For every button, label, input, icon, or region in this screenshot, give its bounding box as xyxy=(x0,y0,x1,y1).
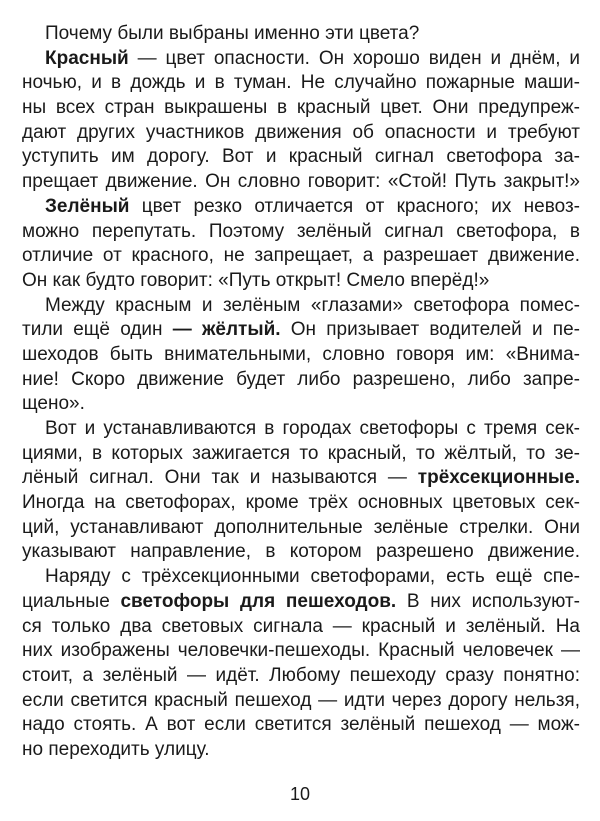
text-span: тили ещё один xyxy=(22,319,173,341)
text-line xyxy=(22,343,580,368)
text-span: В них используют- xyxy=(396,590,580,612)
text-line xyxy=(22,22,580,47)
text-line xyxy=(22,244,580,269)
text-span: цвет резко отличается от красного; их невоз- xyxy=(129,195,580,217)
text-span: ние! Скоро движение будет либо разрешено, либо запре- xyxy=(22,368,580,390)
text-span: Вот и устанавливаются в городах светофоры с тремя сек- xyxy=(45,418,580,439)
text-span: Иногда на светофорах, кроме трёх основных цветовых сек- xyxy=(22,492,580,514)
text-line xyxy=(22,689,580,714)
page-number: 10 xyxy=(289,784,311,804)
text-span: циальные xyxy=(22,590,121,612)
text-line xyxy=(22,121,580,146)
bold-term: светофоры для пешеходов. xyxy=(120,590,397,612)
bold-term: Зелёный xyxy=(45,195,130,217)
text-span: — цвет опасности. Он хорошо виден и днём, и xyxy=(128,47,580,69)
text-line xyxy=(22,615,580,640)
text-span: можно перепутать. Поэтому зелёный сигнал светофора, в xyxy=(22,220,580,242)
text-line xyxy=(22,170,580,195)
text-line xyxy=(22,565,580,590)
text-line xyxy=(22,220,580,245)
bold-term: трёхсекционные. xyxy=(417,467,580,489)
text-line xyxy=(22,590,580,615)
text-span: них изображены человечки-пешеходы. Красный человечек — xyxy=(22,640,580,662)
text-line xyxy=(22,516,580,541)
text-span: циями, в которых зажигается то красный, то жёлтый, то зе- xyxy=(22,442,580,464)
text-span: ны всех стран выкрашены в красный цвет. Они предупреж- xyxy=(22,97,580,119)
text-span: уступить им дорогу. Вот и красный сигнал светофора за- xyxy=(22,146,580,168)
text-span: лёный сигнал. Они так и называются — xyxy=(22,467,418,489)
text-line xyxy=(22,540,580,565)
text-line xyxy=(22,269,580,294)
text-span: Он призывает водителей и пе- xyxy=(280,319,580,341)
text-line xyxy=(22,738,580,763)
text-line xyxy=(22,664,580,689)
text-span: стоит, а зелёный — идёт. Любому пешеходу сразу понятно: xyxy=(22,664,580,686)
text-span: отличие от красного, не запрещает, а разрешает движение. xyxy=(22,245,580,267)
text-line xyxy=(22,466,580,491)
text-line xyxy=(22,195,580,220)
text-line xyxy=(22,713,580,738)
text-span: указывают направление, в котором разрешено движение. xyxy=(22,541,580,563)
body-text xyxy=(22,22,580,763)
text-line xyxy=(22,491,580,516)
text-line xyxy=(22,368,580,393)
text-span: Он как будто говорит: «Путь открыт! Смело вперёд!» xyxy=(22,269,490,291)
text-span: ночью, и в дождь и в туман. Не случайно пожарные маши- xyxy=(22,72,580,94)
text-span: ций, устанавливают дополнительные зелёные стрелки. Они xyxy=(22,516,580,538)
text-line xyxy=(22,442,580,467)
text-line xyxy=(22,417,580,442)
text-line xyxy=(22,639,580,664)
text-span: надо стоять. А вот если светится зелёный пешеход — мож- xyxy=(22,714,580,736)
text-span: ся только два световых сигнала — красный и зелёный. На xyxy=(22,615,580,637)
text-line xyxy=(22,318,580,343)
text-span: если светится красный пешеход — идти через дорогу нельзя, xyxy=(22,689,580,711)
text-span: Наряду с трёхсекционными светофорами, есть ещё спе- xyxy=(45,566,580,588)
text-span: но переходить улицу. xyxy=(22,738,210,760)
bold-term: — жёлтый. xyxy=(172,319,281,341)
bold-term: Красный xyxy=(45,47,129,69)
text-line xyxy=(22,145,580,170)
text-span: щено». xyxy=(22,393,85,415)
text-span: шеходов быть внимательными, словно говоря им: «Внима- xyxy=(22,343,580,365)
text-line xyxy=(22,294,580,319)
text-line xyxy=(22,71,580,96)
text-span: прещает движение. Он словно говорит: «Стой! Путь закрыт!» xyxy=(22,171,580,193)
text-span: Почему были выбраны именно эти цвета? xyxy=(45,23,420,44)
text-line xyxy=(22,96,580,121)
text-line xyxy=(22,392,580,417)
text-span: дают других участников движения об опасности и требуют xyxy=(22,121,580,143)
text-line xyxy=(22,47,580,72)
text-span: Между красным и зелёным «глазами» светофора помес- xyxy=(45,294,580,316)
